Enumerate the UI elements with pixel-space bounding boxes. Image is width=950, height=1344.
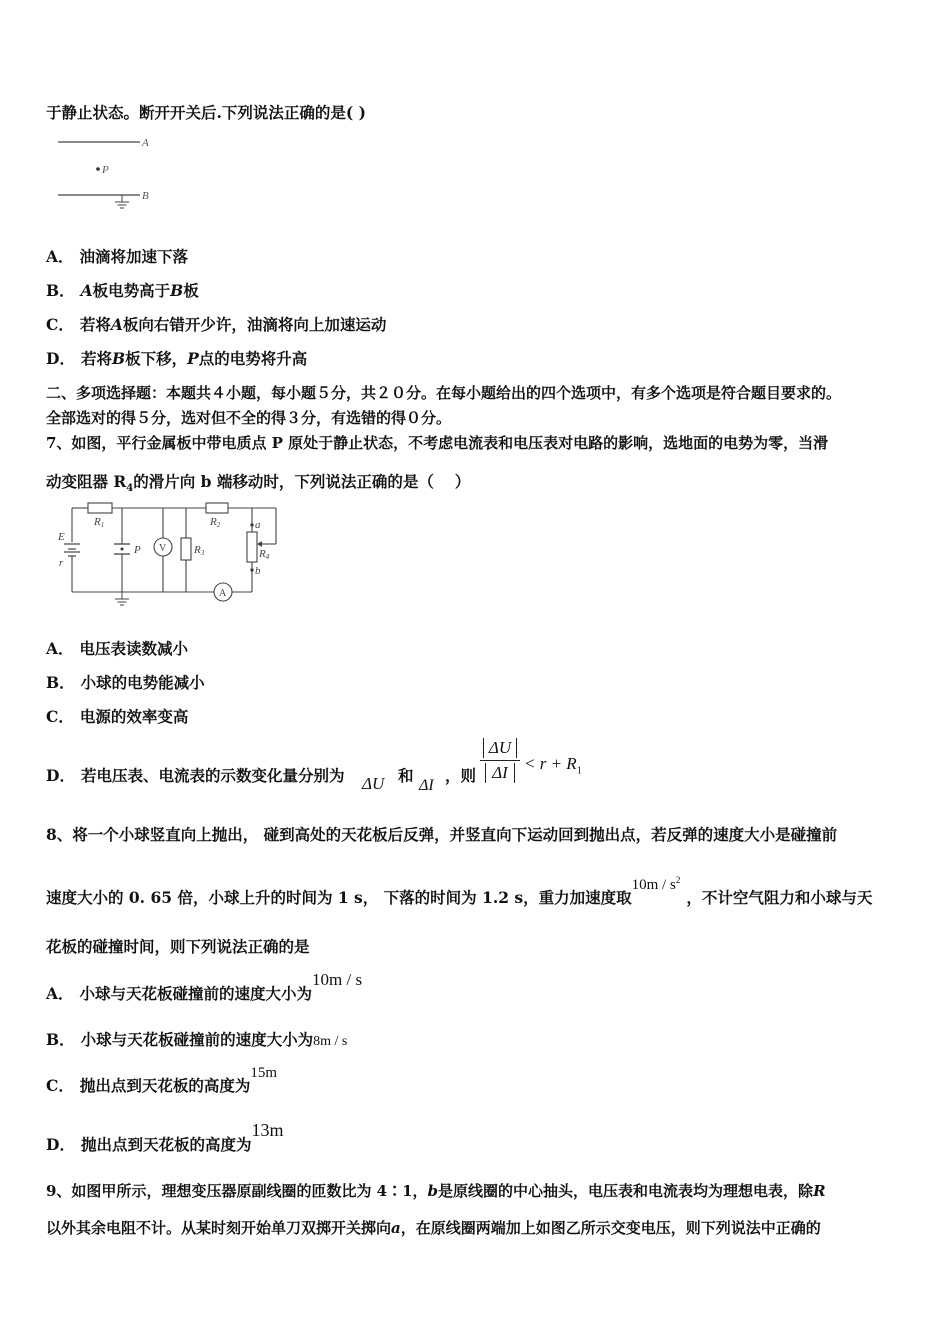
q8-option-d: D． 抛出点到天花板的高度为13m: [46, 1120, 284, 1154]
battery-e: [64, 544, 80, 556]
label-e: E: [58, 531, 65, 543]
resistor-r2: [206, 503, 228, 513]
delta-i-symbol: ΔI: [419, 777, 434, 794]
q7-option-d-then: ，则: [445, 766, 477, 785]
point-p: [96, 167, 100, 171]
q6-option-c: C． 若将A板向右错开少许，油滴将向上加速运动: [46, 315, 387, 334]
label-r4: R4: [259, 548, 270, 561]
delta-u-symbol: ΔU: [362, 774, 385, 793]
fraction-numerator: ΔU: [483, 738, 517, 758]
q6-option-a: A． 油滴将加速下落: [46, 247, 189, 266]
q8-stem-line2: 速度大小的 0. 65 倍，小球上升的时间为 1 s， 下落的时间为 1.2 s，重力加速度取$10m / s^2$，不计空气阻力和小球与天: [46, 875, 873, 907]
q8-option-a: A． 小球与天花板碰撞前的速度大小为10m / s: [46, 970, 363, 1003]
label-r: r: [59, 557, 64, 569]
label-p: P: [134, 544, 141, 556]
label-r3: R3: [194, 544, 205, 557]
point-p-label: P: [102, 164, 109, 176]
q6-option-b: B． A板电势高于B板: [46, 281, 199, 300]
resistor-r1: [88, 503, 112, 513]
label-a: a: [255, 519, 261, 531]
circuit-ground: [115, 592, 129, 605]
q7-option-a: A． 电压表读数减小: [46, 639, 189, 658]
fraction-bar: [480, 760, 520, 761]
ammeter-label: A: [219, 588, 227, 599]
q8-option-b: B． 小球与天花板碰撞前的速度大小为8m / s: [46, 1030, 348, 1049]
q7-option-d-and: 和: [398, 766, 414, 785]
q7-stem-line1: 7、如图，平行金属板中带电质点 P 原处于静止状态，不考虑电流表和电压表对电路的影响，选地面的电势为零，当滑: [46, 434, 829, 452]
q6-stem-tail: 于静止状态。断开开关后.下列说法正确的是( ): [46, 103, 366, 122]
resistor-r3: [181, 538, 191, 560]
q7-stem-line2: 动变阻器 $R_4$的滑片向 b 端移动时，下列说法正确的是（ ）: [46, 472, 471, 495]
capacitor-plates-figure: [52, 132, 162, 214]
q8-stem-line1: 8、将一个小球竖直向上抛出， 碰到高处的天花板后反弹，并竖直向下运动回到抛出点，若反弹的速度大小是碰撞前: [46, 825, 838, 844]
q8-stem-line3: 花板的碰撞时间，则下列说法正确的是: [46, 937, 310, 956]
section2-line2: 全部选对的得５分，选对但不全的得３分，有选错的得０分。: [46, 409, 452, 427]
q6-option-d: D． 若将B板下移，P点的电势将升高: [46, 349, 308, 368]
voltmeter-label: V: [159, 543, 167, 554]
rheostat-r4: [247, 532, 257, 562]
q7-option-d: D． 若电压表、电流表的示数变化量分别为: [46, 766, 345, 785]
q9-stem-line1: 9、如图甲所示，理想变压器原副线圈的匝数比为 4∶1，b是原线圈的中心抽头，电压表和电流表均为理想电表，除R: [46, 1182, 826, 1200]
gravity-value: $10m / s^2$: [631, 875, 681, 893]
label-r2: R2: [210, 516, 221, 529]
q9-stem-line2: 以外其余电阻不计。从某时刻开始单刀双掷开关掷向a，在原线圈两端加上如图乙所示交变电压，则下列说法中正确的: [46, 1219, 821, 1237]
label-b: b: [255, 565, 261, 577]
ratio-fraction: [480, 738, 520, 783]
rheostat-slider: [257, 541, 262, 547]
q7-option-b: B． 小球的电势能减小: [46, 673, 205, 692]
label-r1: R1: [94, 516, 105, 529]
ratio-rhs: < $r + R_1$: [524, 754, 582, 777]
q7-option-c: C． 电源的效率变高: [46, 707, 189, 726]
q8-option-c: C． 抛出点到天花板的高度为15m: [46, 1065, 278, 1095]
section2-line1: 二、多项选择题：本题共４小题，每小题５分，共２０分。在每小题给出的四个选项中，有多个选项是符合题目要求的。: [46, 384, 842, 402]
plate-a-label: A: [142, 137, 149, 149]
ground-symbol: [115, 195, 129, 208]
fraction-denominator: ΔI: [485, 763, 515, 783]
q7-circuit-diagram: [56, 500, 286, 612]
plate-b-label: B: [142, 190, 149, 202]
